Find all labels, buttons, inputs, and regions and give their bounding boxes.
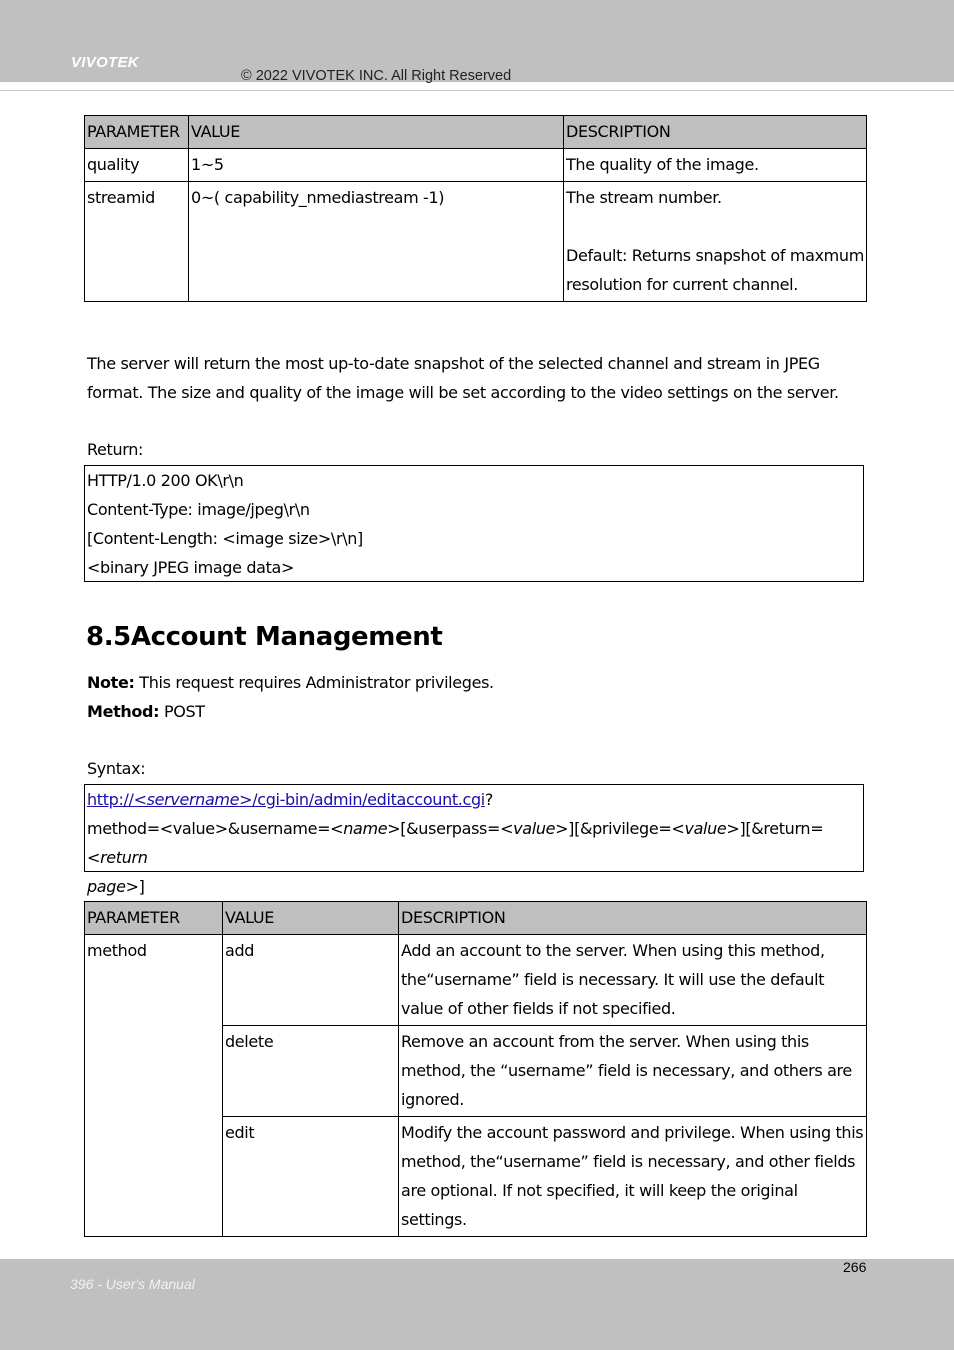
method-line	[87, 697, 867, 726]
value-cell: 0~( capability_nmediastream -1)	[189, 182, 564, 302]
param-cell: method	[85, 935, 223, 1237]
description-cell: The quality of the image.	[564, 149, 867, 182]
table-row	[85, 182, 867, 302]
column-header: PARAMETER	[85, 902, 223, 935]
column-header: DESCRIPTION	[399, 902, 867, 935]
syntax-line: http://<servername>/cgi-bin/admin/editaccount.cgi?	[87, 790, 494, 809]
column-header: PARAMETER	[85, 116, 189, 149]
column-header: VALUE	[223, 902, 399, 935]
table-row	[85, 935, 867, 1026]
column-header: VALUE	[189, 116, 564, 149]
description-cell: Add an account to the server. When using this method, the“username” field is necessary. It will use the default value of other fields if not specified.	[399, 935, 867, 1026]
note-label: Note:	[87, 673, 135, 692]
return-code-block	[84, 465, 864, 582]
header-divider	[0, 90, 954, 91]
table-header-row	[85, 116, 867, 149]
param-cell: quality	[85, 149, 189, 182]
column-header: DESCRIPTION	[564, 116, 867, 149]
syntax-url-link[interactable]: http://<servername>/cgi-bin/admin/editaccount.cgi	[87, 790, 485, 809]
value-cell: add	[223, 935, 399, 1026]
syntax-code-block	[84, 784, 864, 896]
syntax-label: Syntax:	[87, 759, 146, 778]
description-cell: Modify the account password and privilege. When using this method, the“username” field is necessary, and other fields are optional. If not specified, it will keep the original settings.	[399, 1117, 867, 1237]
syntax-line: method=<value>&username=<name>[&userpass=<value>][&privilege=<value>][&return=<return	[87, 819, 824, 867]
description-cell	[564, 182, 867, 302]
copyright-text: © 2022 VIVOTEK INC. All Right Reserved	[241, 68, 512, 84]
table-row	[85, 149, 867, 182]
syntax-line: page>]	[87, 877, 145, 896]
table-header-row	[85, 902, 867, 935]
snapshot-parameter-table	[84, 115, 867, 302]
page-footer	[0, 1259, 954, 1350]
value-cell: delete	[223, 1026, 399, 1117]
description-line: The stream number.	[566, 188, 722, 207]
method-label: Method:	[87, 702, 160, 721]
brand-logo: VIVOTEK	[71, 54, 139, 71]
code-line: Content-Type: image/jpeg\r\n	[87, 500, 310, 519]
section-title: 8.5Account Management	[86, 622, 443, 652]
description-line: Default: Returns snapshot of maxmum resolution for current channel.	[566, 246, 864, 294]
code-line: <binary JPEG image data>	[87, 558, 295, 577]
method-text: POST	[159, 702, 205, 721]
page-number: 266	[843, 1259, 867, 1275]
description-cell: Remove an account from the server. When using this method, the “username” field is necessary, and others are ignored.	[399, 1026, 867, 1117]
param-cell: streamid	[85, 182, 189, 302]
value-cell: edit	[223, 1117, 399, 1237]
snapshot-description: The server will return the most up-to-date snapshot of the selected channel and stream in JPEG format. The size and quality of the image will be set according to the video settings on the server.	[87, 354, 839, 402]
manual-page-label: 396 - User's Manual	[70, 1276, 195, 1292]
code-line: [Content-Length: <image size>\r\n]	[87, 529, 363, 548]
account-parameter-table	[84, 901, 867, 1237]
note-text: This request requires Administrator privileges.	[134, 673, 494, 692]
note-line	[87, 668, 867, 697]
value-cell: 1~5	[189, 149, 564, 182]
return-label: Return:	[87, 440, 144, 459]
code-line: HTTP/1.0 200 OK\r\n	[87, 471, 244, 490]
